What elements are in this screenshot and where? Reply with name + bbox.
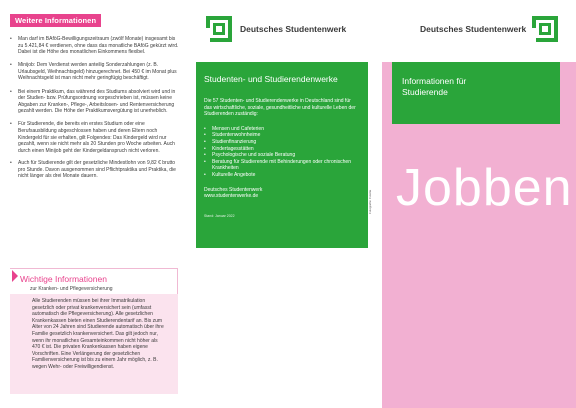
right-panel [382,0,576,408]
dsw-logo [206,16,346,42]
section-heading: Weitere Informationen [10,14,101,27]
dsw-logo-icon [532,16,560,42]
cover-pink-area [382,124,576,408]
list-item: • Bei einem Praktikum, das während des Studiums absolviert wird und in der Studien- bzw. Prüfungsordnung vorgeschrieben ist, müssen keine Abgaben zur Kranken-, Pflege-, Arbeitslosen- und Rentenversicherung gezahlt werden. Die Höhe der Praktikumsvergütung ist unerheblich. [10,89,180,115]
list-item: • Minijob: Dem Verdienst werden anteilig Sonderzahlungen (z. B. Urlaubsgeld, Weihnachtsgeld) hinzugerechnet. Bei 450 € im Monat plus Weihnachtsgeld ist man nicht mehr geringfügig beschäftigt. [10,62,180,82]
list-item: • Kindertagesstätten [204,146,360,153]
subtitle-line-1: Informationen für [402,76,467,86]
date-stamp: Stand: Januar 2022 [204,213,235,218]
list-item: • Kulturelle Angebote [204,172,360,179]
pink-strip-left [382,62,392,124]
list-item: • Studentenwohnheime [204,132,360,139]
subtitle-box [392,62,560,124]
wichtig-subtitle: zur Kranken- und Pflegeversicherung [30,286,113,292]
arrow-icon [12,270,18,282]
logo-text: Deutsches Studentenwerk [240,24,347,34]
list-item: • Auch für Studierende gilt der gesetzliche Mindestlohn von 9,82 € brutto pro Stunde. Davon ausgenommen sind Pflichtpraktika und Praktika, die nicht länger als drei Monate dauern. [10,160,180,180]
logo-text: Deutsches Studentenwerk [420,24,527,34]
wichtig-body-text: Alle Studierenden müssen bei ihrer Immatrikulation gesetzlich oder privat krankenversichert sein (umfasst automatisch die Pflegeversicherung). Alle gesetzlichen Krankenkassen bieten einen Studierendentarif an. Bis zum Alter von 24 Jahren sind Studierende automatisch über ihre Familie gesetzlich krankenversichert. Das gilt jedoch nur, wenn ihr monatliches Gesamteinkommen nicht höher als 470 € ist. Die privaten Krankenkassen haben eigene Vorschriften. Eine Verlängerung der gesetzlichen Familienversicherung ist bis zu einem Jahr möglich, z. B. wegen Wehr- oder Freiwilligendienst. [32,298,164,370]
list-item: • Mensen und Cafeterien [204,126,360,133]
box-title: Studenten- und Studierendenwerke [204,74,338,84]
box-intro: Die 57 Studenten- und Studierendenwerke in Deutschland sind für das wirtschaftliche, soziale, gesundheitliche und kulturelle Leben der Studierenden zuständig: [204,98,356,118]
contact-block [204,187,360,200]
dsw-logo [420,16,560,42]
subtitle-line-2: Studierende [402,87,448,97]
contact-name: Deutsches Studentenwerk [204,186,263,193]
left-panel [0,0,190,408]
list-item: • Studienfinanzierung [204,139,360,146]
list-item: • Beratung für Studierende mit Behinderungen oder chronischen Krankheiten [204,159,360,172]
services-list [204,126,360,179]
wichtig-body-box [10,294,178,394]
info-bullet-list [10,36,180,186]
pink-strip-right [560,62,576,124]
website-link[interactable]: www.studentenwerke.de [204,193,259,200]
list-item: • Man darf im BAföG-Bewilligungszeitraum (zwölf Monate) insgesamt bis zu 5.421,84 € verdienen, ohne dass das monatliche BAföG gekürzt wird. Dabei ist die Höhe des monatlichen Einkommens flexibel. [10,36,180,56]
list-item: • Für Studierende, die bereits ein erstes Studium oder eine Berufsausbildung abgeschlossen haben und deren Eltern noch Kindergeld für sie erhalten, gilt Folgendes: Das Kindergeld wird nur gezahlt, wenn sie nicht mehr als 20 Stunden pro Woche arbeiten. Auch durch einen Minijob geht der Kindergeldanspruch nicht verloren. [10,121,180,154]
studentenwerke-box [196,62,368,248]
list-item: • Psychologische und soziale Beratung [204,152,360,159]
photo-credit: Fotografie: Fotolia [368,189,372,214]
wichtig-title: Wichtige Informationen [20,274,107,284]
dsw-logo-icon [206,16,234,42]
middle-panel [192,0,374,408]
cover-title: Jobben [396,159,573,217]
